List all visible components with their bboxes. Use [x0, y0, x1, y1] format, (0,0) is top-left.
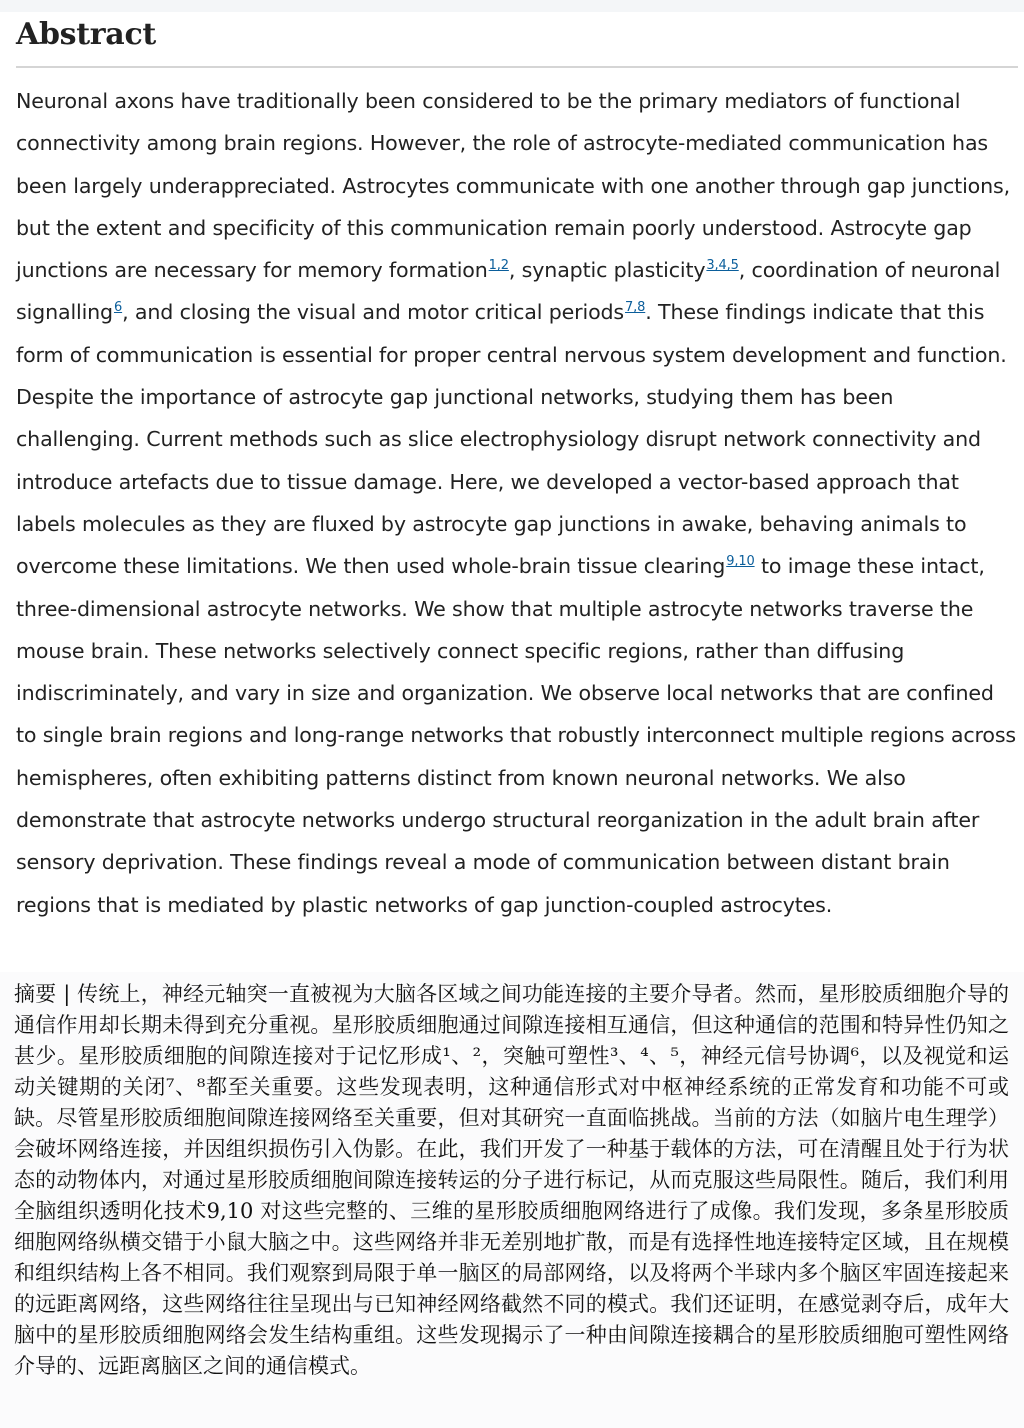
abstract-chinese-translation: 摘要 | 传统上，神经元轴突一直被视为大脑各区域之间功能连接的主要介导者。然而，星形胶质细胞介导的通信作用却长期未得到充分重视。星形胶质细胞通过间隙连接相互通信，但这种通信的范围和特异性仍知之甚少。星形胶质细胞的间隙连接对于记忆形成¹、²，突触可塑性³、⁴、⁵，神经元信号协调⁶，以及视觉和运动关键期的关闭⁷、⁸都至关重要。这些发现表明，这种通信形式对中枢神经系统的正常发育和功能不可或缺。尽管星形胶质细胞间隙连接网络至关重要，但对其研究一直面临挑战。当前的方法（如脑片电生理学）会破坏网络连接，并因组织损伤引入伪影。在此，我们开发了一种基于载体的方法，可在清醒且处于行为状态的动物体内，对通过星形胶质细胞间隙连接转运的分子进行标记，从而克服这些局限性。随后，我们利用全脑组织透明化技术9,10 对这些完整的、三维的星形胶质细胞网络进行了成像。我们发现，多条星形胶质细胞网络纵横交错于小鼠大脑之中。这些网络并非无差别地扩散，而是有选择性地连接特定区域，且在规模和组织结构上各不相同。我们观察到局限于单一脑区的局部网络，以及将两个半球内多个脑区牢固连接起来的远距离网络，这些网络往往呈现出与已知神经网络截然不同的模式。我们还证明，在感觉剥夺后，成年大脑中的星形胶质细胞网络会发生结构重组。这些发现揭示了一种由间隙连接耦合的星形胶质细胞可塑性网络介导的、远距离脑区之间的通信模式。 — [14, 982, 1009, 1378]
abstract-text-part-4: , and closing the visual and motor critical periods — [122, 300, 625, 325]
citation-superscript — [726, 554, 754, 569]
citation-superscript — [706, 258, 738, 273]
section-heading: Abstract — [16, 17, 156, 52]
citation-link-6[interactable]: 6 — [113, 300, 123, 316]
abstract-english — [16, 80, 1016, 926]
citation-superscript — [625, 300, 645, 315]
abstract-text-part-6: to image these intact, three-dimensional astrocyte networks. We show that multiple astrocyte networks traverse the mouse brain. These networks selectively connect specific regions, rather than diffusing indiscriminately, and vary in size and organization. We observe local networks that are confined to single brain regions and long-range networks that robustly interconnect multiple regions across hemispheres, often exhibiting patterns distinct from known neuronal networks. We also demonstrate that astrocyte networks undergo structural reorganization in the adult brain after sensory deprivation. These findings reveal a mode of communication between distant brain regions that is mediated by plastic networks of gap junction-coupled astrocytes. — [16, 554, 1017, 917]
abstract-text-part-1: Neuronal axons have traditionally been considered to be the primary mediators of functional connectivity among brain regions. However, the role of astrocyte-mediated communication has been largely underappreciated. Astrocytes communicate with one another through gap junctions, but the extent and specificity of this communication remain poorly understood. Astrocyte gap junctions are necessary for memory formation — [16, 89, 1011, 283]
abstract-text-part-5: . These findings indicate that this form of communication is essential for proper central nervous system development and function. Despite the importance of astrocyte gap junctional networks, studying them has been challenging. Current methods such as slice electrophysiology disrupt network connectivity and introduce artefacts due to tissue damage. Here, we developed a vector-based approach that labels molecules as they are fluxed by astrocyte gap junctions in awake, behaving animals to overcome these limitations. We then used whole-brain tissue clearing — [16, 300, 1007, 579]
citation-link-1-2[interactable]: 1,2 — [488, 258, 509, 274]
citation-link-3-4-5[interactable]: 3,4,5 — [706, 258, 739, 274]
heading-divider — [16, 66, 1018, 68]
citation-superscript — [489, 258, 509, 273]
abstract-text-part-3: , coordination of neuronal signalling — [16, 258, 1001, 325]
top-strip — [0, 0, 1024, 12]
citation-superscript — [114, 300, 122, 315]
citation-link-9-10[interactable]: 9,10 — [726, 554, 755, 570]
abstract-text-part-2: , synaptic plasticity — [508, 258, 706, 283]
citation-link-7-8[interactable]: 7,8 — [625, 300, 646, 316]
